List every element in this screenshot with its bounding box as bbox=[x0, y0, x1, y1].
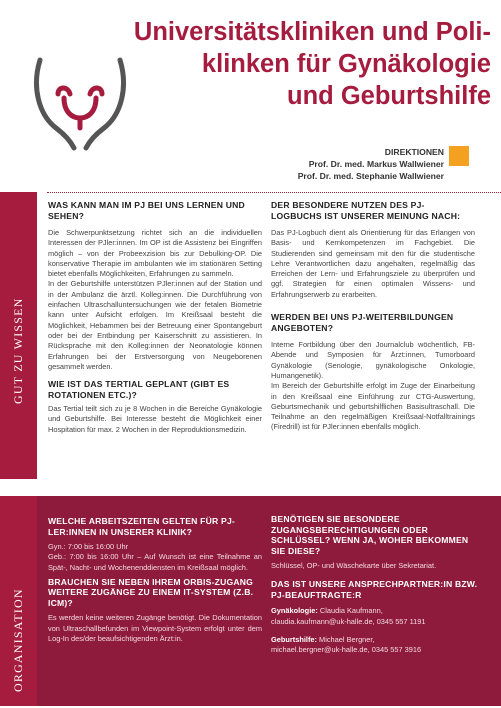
answer-text: Schlüssel, OP- und Wäschekarte über Sekretariat. bbox=[271, 561, 437, 570]
question-heading: BENÖTIGEN SIE BESONDERE ZUGANGSBERECHTIGUNGEN ODER SCHLÜSSEL? WENN JA, WOHER BEKOMMEN SIE DIESE? bbox=[271, 514, 469, 556]
question-heading: WELCHE ARBEITSZEITEN GELTEN FÜR PJ-LER:INNEN IN UNSERER KLINIK? bbox=[48, 516, 235, 537]
section-label-wissen: GUT ZU WISSEN bbox=[11, 297, 25, 404]
contact-details: claudia.kaufmann@uk-halle.de, 0345 557 1191 bbox=[271, 616, 426, 626]
page-header bbox=[0, 0, 501, 200]
contact-label: Gynäkologie: bbox=[271, 606, 318, 616]
director-2: Prof. Dr. med. Stephanie Wallwiener bbox=[297, 171, 444, 181]
column-left bbox=[48, 200, 262, 435]
contact-name: Claudia Kaufmann, bbox=[317, 606, 383, 616]
director-1: Prof. Dr. med. Markus Wallwiener bbox=[308, 159, 444, 169]
question-heading: DER BESONDERE NUTZEN DES PJ-LOGBUCHS IST UNSERER MEINUNG NACH: bbox=[271, 200, 461, 221]
answer-text: Geb.: 7:00 bis 16:00 Uhr – Auf Wunsch ist eine Teilnahme an Spät-, Nacht- und Wochenenddiensten im Kreißsaal möglich. bbox=[48, 552, 262, 572]
answer-text: Interne Fortbildung über den Journalclub wöchentlich, FB-Abende und Symposien für Ärzt:innen, Tumorboard Gynäkologie (Senologie, gynäkologische Onkologie, Humangenetik). Im Bereich der Geburtshilfe erfolgt im Zuge der Einarbeitung in den Kreißsaal eine Einführung zur CTG-Auswertung, Geburtsmechanik und geburtshilflichen Basisultraschall. Die Teilnahme an den regelmäßigen Kreißsaal-Notfalltrainings (Firedrill) ist für PJler:innen ebenfalls möglich. bbox=[271, 340, 475, 432]
column-right bbox=[271, 200, 475, 433]
org-column-left bbox=[48, 516, 262, 644]
directors-block bbox=[298, 146, 444, 182]
answer-text: Gyn.: 7:00 bis 16:00 Uhr bbox=[48, 542, 129, 551]
answer-text: Das Tertial teilt sich zu je 8 Wochen in die Bereiche Gynäkologie und Geburtshilfe. Bei Interesse besteht die Möglichkeit einer Hospitation für max. 2 Wochen in der Reproduktionsmedizin. bbox=[48, 404, 262, 434]
contact-name: Michael Bergner, bbox=[317, 634, 375, 644]
question-heading: DAS IST UNSERE ANSPRECHPARTNER:IN BZW. PJ-BEAUFTRAGTE:R bbox=[271, 579, 478, 600]
answer-text: Die Schwerpunktsetzung richtet sich an die individuellen Interessen der PJler:innen. Im OP ist die Assistenz bei Eingriffen möglich – von der Probeexzision bis zur Debulking-OP. Die konservative Therapie im ambulanten wie im stationären Setting bietet ebenfalls Möglichkeiten, Erfahrungen zu sammeln. In der Geburtshilfe unterstützen PJler:innen auf der Station und in der Ambulanz die ärztl. Kolleg:innen. Die Durchführung von einfachen Ultraschalluntersuchungen wie der fetalen Biometrie kann unter Aufsicht erfolgen. Im Kreißsaal besteht die Möglichkeit, Hebammen bei der Betreuung einer Spontangeburt oder bei der Entbindung per Kaiserschnitt zu assistieren. In Rücksprache mit den Kolleg:innen der Neonatologie können Erfahrungen bei der Erstversorgung von Neugeborenen gesammelt werden. bbox=[48, 228, 262, 371]
question-heading: WIE IST DAS TERTIAL GEPLANT (GIBT ES ROTATIONEN ETC.)? bbox=[48, 379, 230, 400]
contact-geb bbox=[271, 635, 485, 645]
contact-gyn bbox=[271, 606, 485, 616]
section-label-org: ORGANISATION bbox=[11, 588, 25, 692]
directors-heading: DIREKTIONEN bbox=[384, 147, 444, 157]
section-sidebar-wissen bbox=[0, 192, 37, 479]
org-column-right bbox=[271, 514, 485, 655]
answer-text: Es werden keine weiteren Zugänge benötigt. Die Dokumentation von Ultraschallbefunden im Viewpoint-System erfolgt unter dem Log-In des/der beaufsichtigenden Ärzt:in. bbox=[48, 613, 262, 643]
title-line-3: und Geburtshilfe bbox=[287, 82, 491, 110]
contact-details: michael.bergner@uk-halle.de, 0345 557 3916 bbox=[271, 645, 422, 655]
accent-square bbox=[449, 146, 469, 166]
answer-text: Das PJ-Logbuch dient als Orientierung für das Erlangen von Basis- und Kernkompetenzen im Fachgebiet. Die Studierenden sind gemeinsam mit den für die studentische Lehre Verantwortlichen dazu angehalten, regelmäßig das Erreichen der Lern- und Erfahrungsziele zu überprüfen und ggf. Strategien für einen optimalen Wissens- und Erfahrungserwerb zu erarbeiten. bbox=[271, 228, 475, 299]
question-heading: BRAUCHEN SIE NEBEN IHREM ORBIS-ZUGANG WEITERE ZUGÄNGE ZU EINEM IT-SYSTEM (Z.B. ICM)? bbox=[48, 576, 254, 608]
page-title bbox=[86, 16, 491, 112]
contact-label: Geburtshilfe: bbox=[271, 634, 317, 644]
section-sidebar-org bbox=[0, 496, 37, 706]
question-heading: WAS KANN MAN IM PJ BEI UNS LERNEN UND SEHEN? bbox=[48, 200, 245, 221]
title-line-2: klinken für Gynäkologie bbox=[201, 50, 491, 78]
title-line-1: Universitätskliniken und Poli- bbox=[133, 18, 491, 46]
divider bbox=[47, 192, 501, 193]
question-heading: WERDEN BEI UNS PJ-WEITERBILDUNGEN ANGEBOTEN? bbox=[271, 312, 454, 333]
